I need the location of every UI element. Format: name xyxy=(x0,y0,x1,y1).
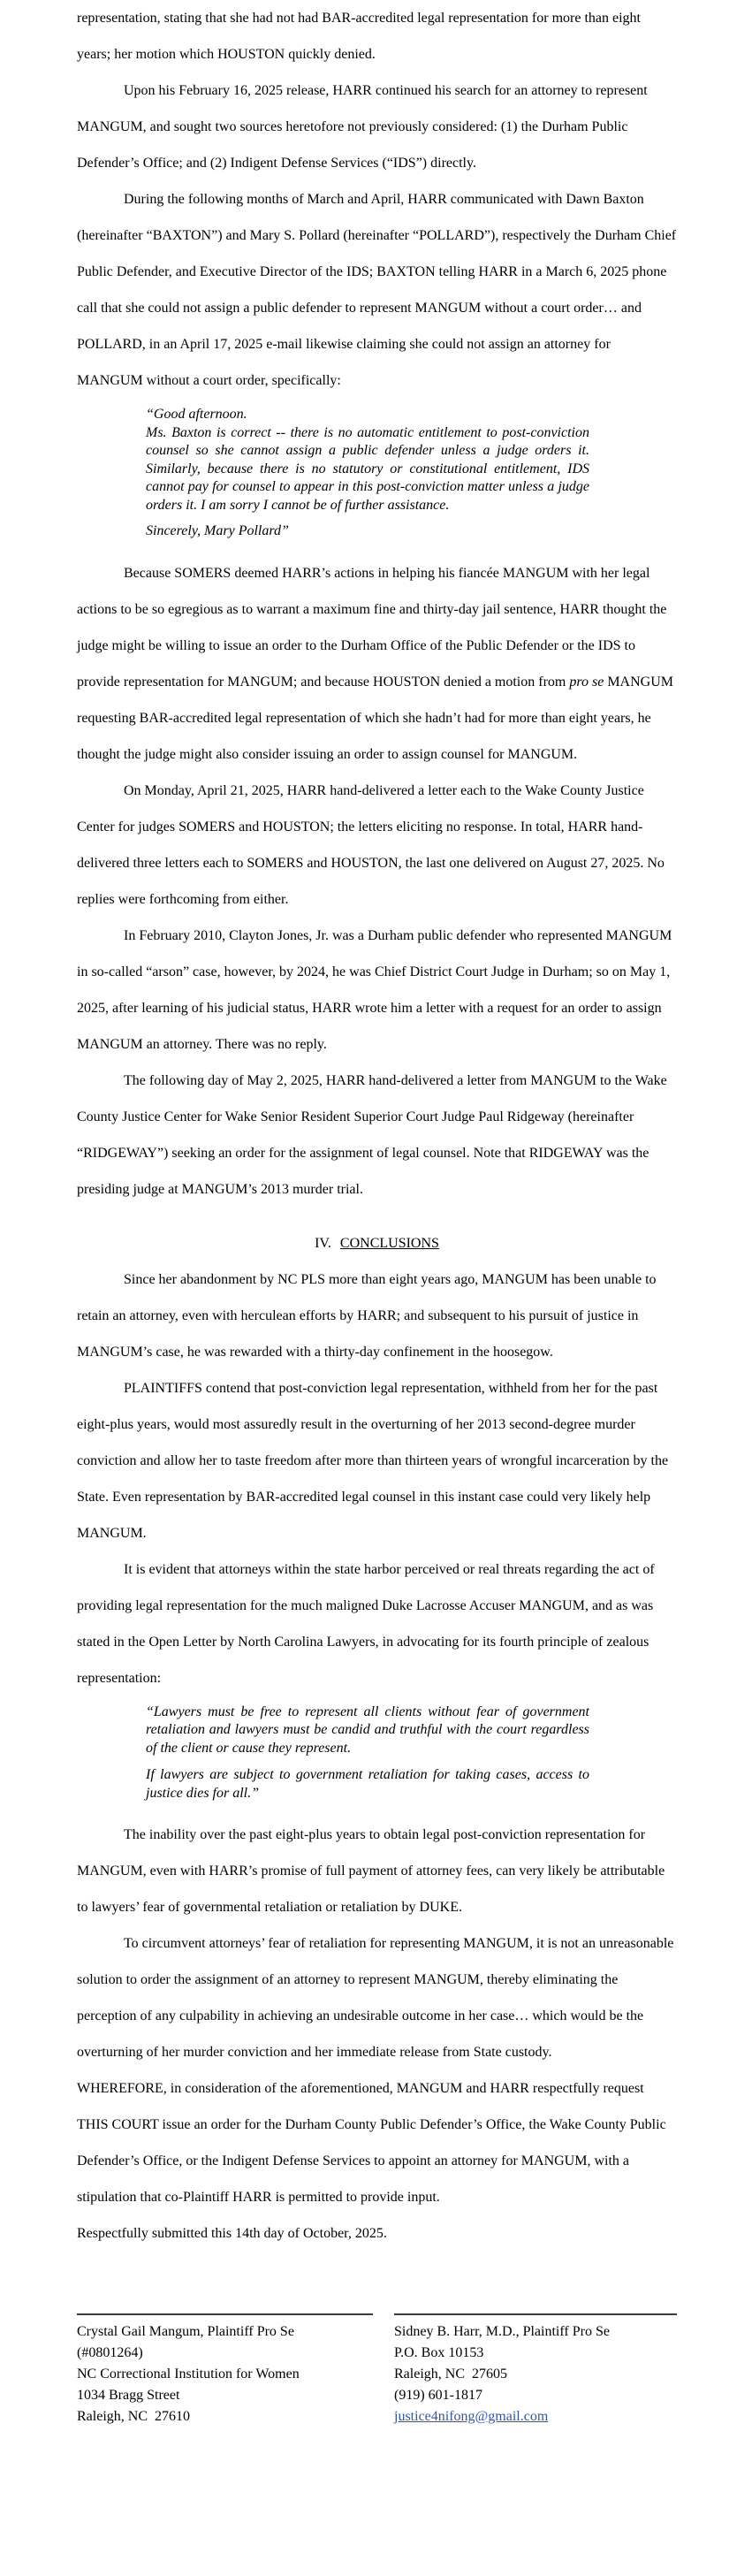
signature-block-mangum xyxy=(77,2313,373,2427)
section-heading-number: IV. xyxy=(315,1235,331,1251)
body-paragraph: During the following months of March and April, HARR communicated with Dawn Baxton (hereinafter “BAXTON”) and Mary S. Pollard (hereinafter “POLLARD”), respectively the Durham Chief Public Defender, and Executive Director of the IDS; BAXTON telling HARR in a March 6, 2025 phone call that she could not assign a public defender to represent MANGUM without a court order… and POLLARD, in an April 17, 2025 e-mail likewise claiming she could not assign an attorney for MANGUM without a court order, specifically: xyxy=(77,192,677,388)
signature-block-harr xyxy=(394,2313,677,2427)
signatory-city-state-zip: Raleigh, NC 27605 xyxy=(394,2366,507,2382)
blockquote-paragraph: “Lawyers must be free to represent all clients without fear of government retaliation and lawyers must be candid and truthful with the court regardless of the client or cause they represent. xyxy=(146,1703,589,1756)
body-paragraph: Because SOMERS deemed HARR’s actions in helping his fiancée MANGUM with her legal actions to be so egregious as to warrant a maximum fine and thirty-day jail sentence, HARR thought the judge might be willing to issue an order to the Durham Office of the Public Defender or the IDS to provide representation for MANGUM; and because HOUSTON denied a motion from pro se MANGUM requesting BAR-accredited legal representation of which she hadn’t had for more than eight years, he thought the judge might also consider issuing an order to assign counsel for MANGUM. xyxy=(77,565,673,762)
email-link[interactable]: justice4nifong@gmail.com xyxy=(394,2409,549,2424)
signatory-institution: NC Correctional Institution for Women xyxy=(77,2366,300,2382)
section-heading xyxy=(77,1225,677,1261)
body-paragraph: PLAINTIFFS contend that post-conviction legal representation, withheld from her for the past eight-plus years, would most assuredly result in the overturning of her 2013 second-degree murder conviction and allow her to taste freedom after more than thirteen years of wrongful incarceration by the State. Even representation by BAR-accredited legal counsel in this instant case could very likely help MANGUM. xyxy=(77,1380,669,1541)
wherefore-paragraph: WHEREFORE, in consideration of the aforementioned, MANGUM and HARR respectfully request THIS COURT issue an order for the Durham County Public Defender’s Office, the Wake County Public Defender’s Office, or the Indigent Defense Services to appoint an attorney for MANGUM, with a stipulation that co-Plaintiff HARR is permitted to provide input. xyxy=(77,2081,666,2205)
blockquote-signature: Sincerely, Mary Pollard” xyxy=(146,523,289,538)
signatory-name: Sidney B. Harr, M.D., Plaintiff Pro Se xyxy=(394,2324,610,2339)
signatory-phone: (919) 601-1817 xyxy=(394,2388,482,2403)
section-heading-title: CONCLUSIONS xyxy=(339,1235,439,1251)
body-paragraph: On Monday, April 21, 2025, HARR hand-delivered a letter each to the Wake County Justice Center for judges SOMERS and HOUSTON; the letters eliciting no response. In total, HARR hand-delivered three letters each to SOMERS and HOUSTON, the last one delivered on August 27, 2025. No replies were forthcoming from either. xyxy=(77,782,665,907)
signatory-street: 1034 Bragg Street xyxy=(77,2388,180,2403)
body-paragraph: representation, stating that she had not had BAR-accredited legal representation for more than eight years; her motion which HOUSTON quickly denied. xyxy=(77,11,641,62)
blockquote-paragraph: If lawyers are subject to government retaliation for taking cases, access to justice dies for all.” xyxy=(146,1767,589,1801)
signatory-id-number: (#0801264) xyxy=(77,2345,143,2360)
body-paragraph: It is evident that attorneys within the state harbor perceived or real threats regarding the act of providing legal representation for the much maligned Duke Lacrosse Accuser MANGUM, and as was stated in the Open Letter by North Carolina Lawyers, in advocating for its fourth principle of zealous representation: xyxy=(77,1561,655,1686)
blockquote-paragraph: Ms. Baxton is correct -- there is no automatic entitlement to post-conviction counsel so she cannot assign a public defender unless a judge orders it. Similarly, because there is no statutory or constitutional entitlement, IDS cannot pay for counsel to appear in this post-conviction matter unless a judge orders it. I am sorry I cannot be of further assistance. xyxy=(146,424,589,513)
body-paragraph: In February 2010, Clayton Jones, Jr. was a Durham public defender who represented MANGUM in so-called “arson” case, however, by 2024, he was Chief District Court Judge in Durham; so on May 1, 2025, after learning of his judicial status, HARR wrote him a letter with a request for an order to assign MANGUM an attorney. There was no reply. xyxy=(77,927,672,1052)
body-paragraph: Since her abandonment by NC PLS more than eight years ago, MANGUM has been unable to retain an attorney, even with herculean efforts by HARR; and subsequent to his pursuit of justice in MANGUM’s case, he was rewarded with a thirty-day confinement in the hoosegow. xyxy=(77,1271,657,1360)
blockquote-line: “Good afternoon. xyxy=(146,407,247,422)
signatory-city-state-zip: Raleigh, NC 27610 xyxy=(77,2409,190,2424)
body-paragraph: Upon his February 16, 2025 release, HARR continued his search for an attorney to represent MANGUM, and sought two sources heretofore not previously considered: (1) the Durham Public Defender’s Office; and (2) Indigent Defense Services (“IDS”) directly. xyxy=(77,83,648,171)
signatory-po-box: P.O. Box 10153 xyxy=(394,2345,484,2360)
body-paragraph: To circumvent attorneys’ fear of retaliation for representing MANGUM, it is not an unreasonable solution to order the assignment of an attorney to represent MANGUM, thereby eliminating the perception of any culpability in achieving an undesirable outcome in her case… which would be the overturning of her murder conviction and her immediate release from State custody. xyxy=(77,1936,674,2060)
submission-date-line: Respectfully submitted this 14th day of October, 2025. xyxy=(77,2226,387,2241)
signatory-name: Crystal Gail Mangum, Plaintiff Pro Se xyxy=(77,2324,294,2339)
body-paragraph: The inability over the past eight-plus years to obtain legal post-conviction representation for MANGUM, even with HARR’s promise of full payment of attorney fees, can very likely be attributable to lawyers’ fear of governmental retaliation or retaliation by DUKE. xyxy=(77,1827,665,1915)
signature-section xyxy=(77,2313,677,2427)
body-paragraph: The following day of May 2, 2025, HARR hand-delivered a letter from MANGUM to the Wake County Justice Center for Wake Senior Resident Superior Court Judge Paul Ridgeway (hereinafter “RIDGEWAY”) seeking an order for the assignment of legal counsel. Note that RIDGEWAY was the presiding judge at MANGUM’s 2013 murder trial. xyxy=(77,1072,667,1197)
